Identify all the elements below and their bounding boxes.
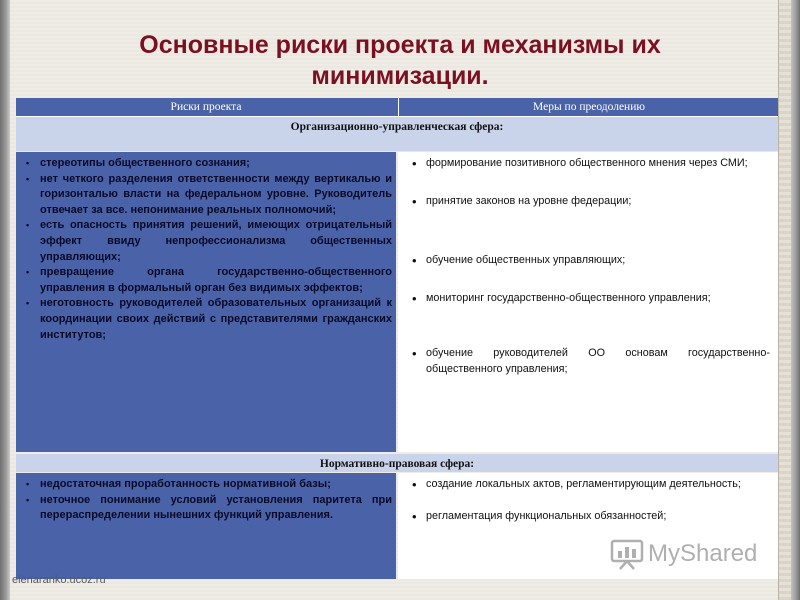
table-header — [16, 98, 778, 117]
list-item: • есть опасность принятия решений, имеющих отрицательный эффект ввиду непрофессионализма общественных управляющих; — [26, 218, 392, 265]
list-item: • стереотипы общественного сознания; — [26, 156, 392, 172]
title-line-1: Основные риски проекта и механизмы их — [139, 31, 661, 59]
list-item: • недостаточная проработанность нормативной базы; — [26, 477, 392, 493]
list-item: • принятие законов на уровне федерации; — [412, 194, 770, 210]
list-item: • превращение органа государственно-общественного управления в формальный орган без видимых эффектов; — [26, 265, 392, 296]
list-item: • мониторинг государственно-общественного управления; — [412, 291, 770, 307]
presentation-board-icon — [610, 537, 644, 571]
list-item: • регламентация функциональных обязанностей; — [412, 509, 770, 525]
list-item: • неточное понимание условий установления паритета при перераспределении нынешних функций управления. — [26, 493, 392, 524]
list-item: • обучение общественных управляющих; — [412, 253, 770, 269]
decorative-strip — [778, 0, 791, 600]
list-item: • создание локальных актов, регламентирующим деятельность; — [412, 477, 770, 493]
list-item: • нет четкого разделения ответственности между вертикалью и горизонталью власти на федеральном уровне. Руководитель отвечает за все. непонимание реальных полномочий; — [26, 172, 392, 219]
title-line-2: минимизации. — [311, 62, 489, 90]
list-item: • формирование позитивного общественного мнения через СМИ; — [412, 156, 770, 172]
list-item: • неготовность руководителей образовательных организаций к координации своих действий с представителями гражданских институтов; — [26, 296, 392, 343]
col-header-risks: Риски проекта — [170, 101, 242, 113]
list-item: • обучение руководителей ОО основам государственно-общественного управления; — [412, 346, 770, 377]
risks-cell-organizational — [16, 152, 396, 452]
col-header-measures: Меры по преодолению — [398, 98, 779, 116]
footer-site[interactable]: elenaranko.ucoz.ru — [12, 574, 106, 586]
watermark-text: MyShared — [648, 540, 758, 567]
slide-title — [80, 30, 720, 92]
myshared-watermark — [610, 534, 770, 574]
section-heading-organizational: Организационно-управленческая сфера: — [16, 117, 778, 151]
measures-cell-organizational — [398, 152, 778, 452]
risks-cell-regulatory — [16, 473, 396, 579]
section-heading-regulatory: Нормативно-правовая сфера: — [16, 454, 778, 472]
